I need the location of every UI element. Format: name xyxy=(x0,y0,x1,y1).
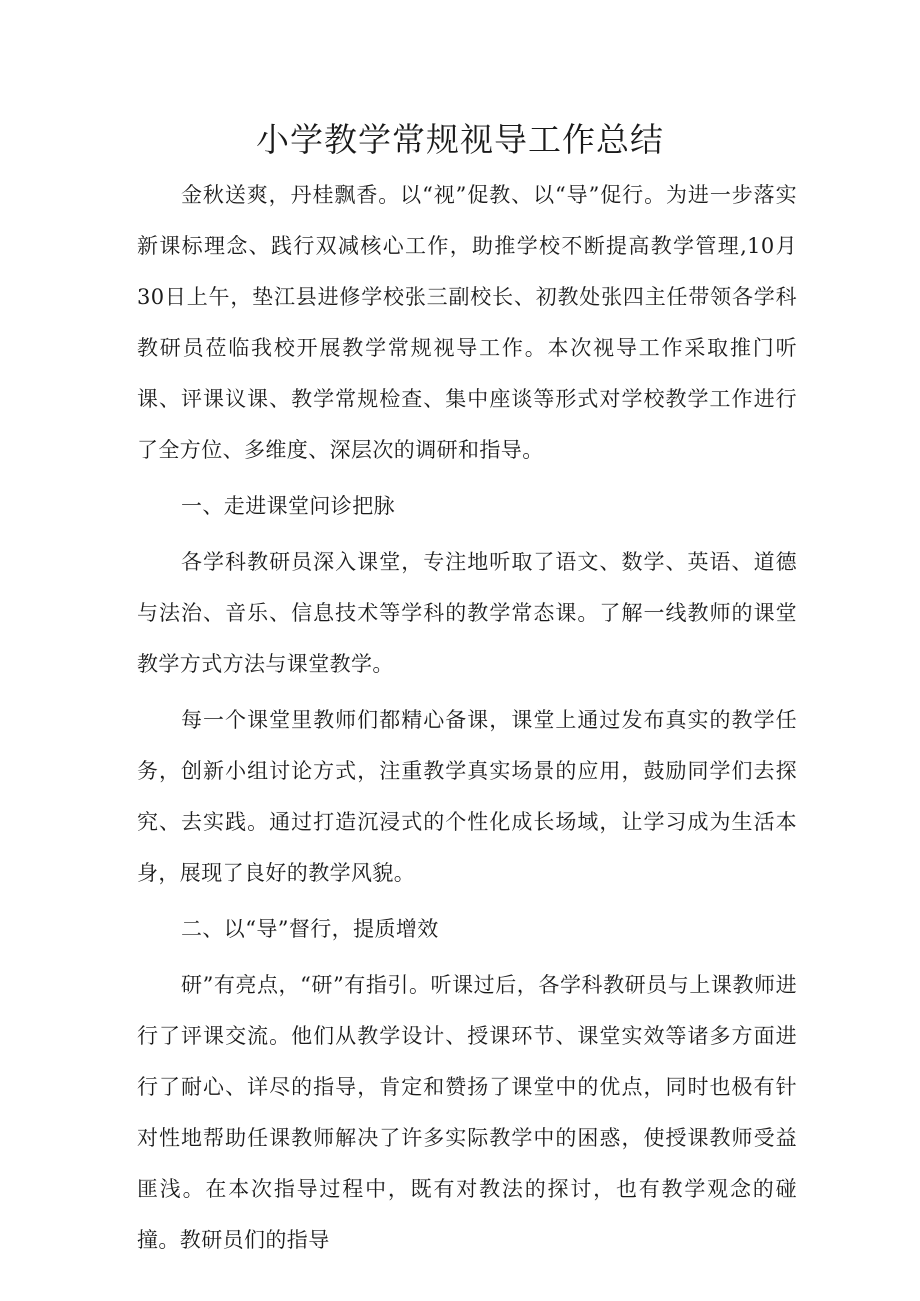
paragraph-section1-a: 各学科教研员深入课堂，专注地听取了语文、数学、英语、道德与法治、音乐、信息技术等学科的教学常态课。了解一线教师的课堂教学方式方法与课堂教学。 xyxy=(137,550,797,676)
document-title: 小学教学常规视导工作总结 xyxy=(256,120,664,159)
paragraph-section2-a: 研”有亮点，“研”有指引。听课过后，各学科教研员与上课教师进行了评课交流。他们从教学设计、授课环节、课堂实效等诸多方面进行了耐心、详尽的指导，肯定和赞扬了课堂中的优点，同时也极有针对性地帮助任课教师解决了许多实际教学中的困惑，使授课教师受益匪浅。在本次指导过程中，既有对教法的探讨，也有教学观念的碰撞。教研员们的指导 xyxy=(137,973,797,1252)
section-heading-1: 一、走进课堂问诊把脉 xyxy=(181,494,395,518)
paragraph-intro: 金秋送爽，丹桂飘香。以“视”促教、以“导”促行。为进一步落实新课标理念、践行双减核心工作，助推学校不断提高教学管理,10月30日上午，垫江县进修学校张三副校长、初教处张四主任带领各学科教研员莅临我校开展教学常规视导工作。本次视导工作采取推门听课、评课议课、教学常规检查、集中座谈等形式对学校教学工作进行了全方位、多维度、深层次的调研和指导。 xyxy=(137,183,797,462)
document-body xyxy=(137,170,797,1271)
paragraph-section1-b: 每一个课堂里教师们都精心备课，课堂上通过发布真实的教学任务，创新小组讨论方式，注重教学真实场景的应用，鼓励同学们去探究、去实践。通过打造沉浸式的个性化成长场域，让学习成为生活本身，展现了良好的教学风貌。 xyxy=(137,708,797,885)
section-heading-2: 二、以“导”督行，提质增效 xyxy=(181,917,439,941)
